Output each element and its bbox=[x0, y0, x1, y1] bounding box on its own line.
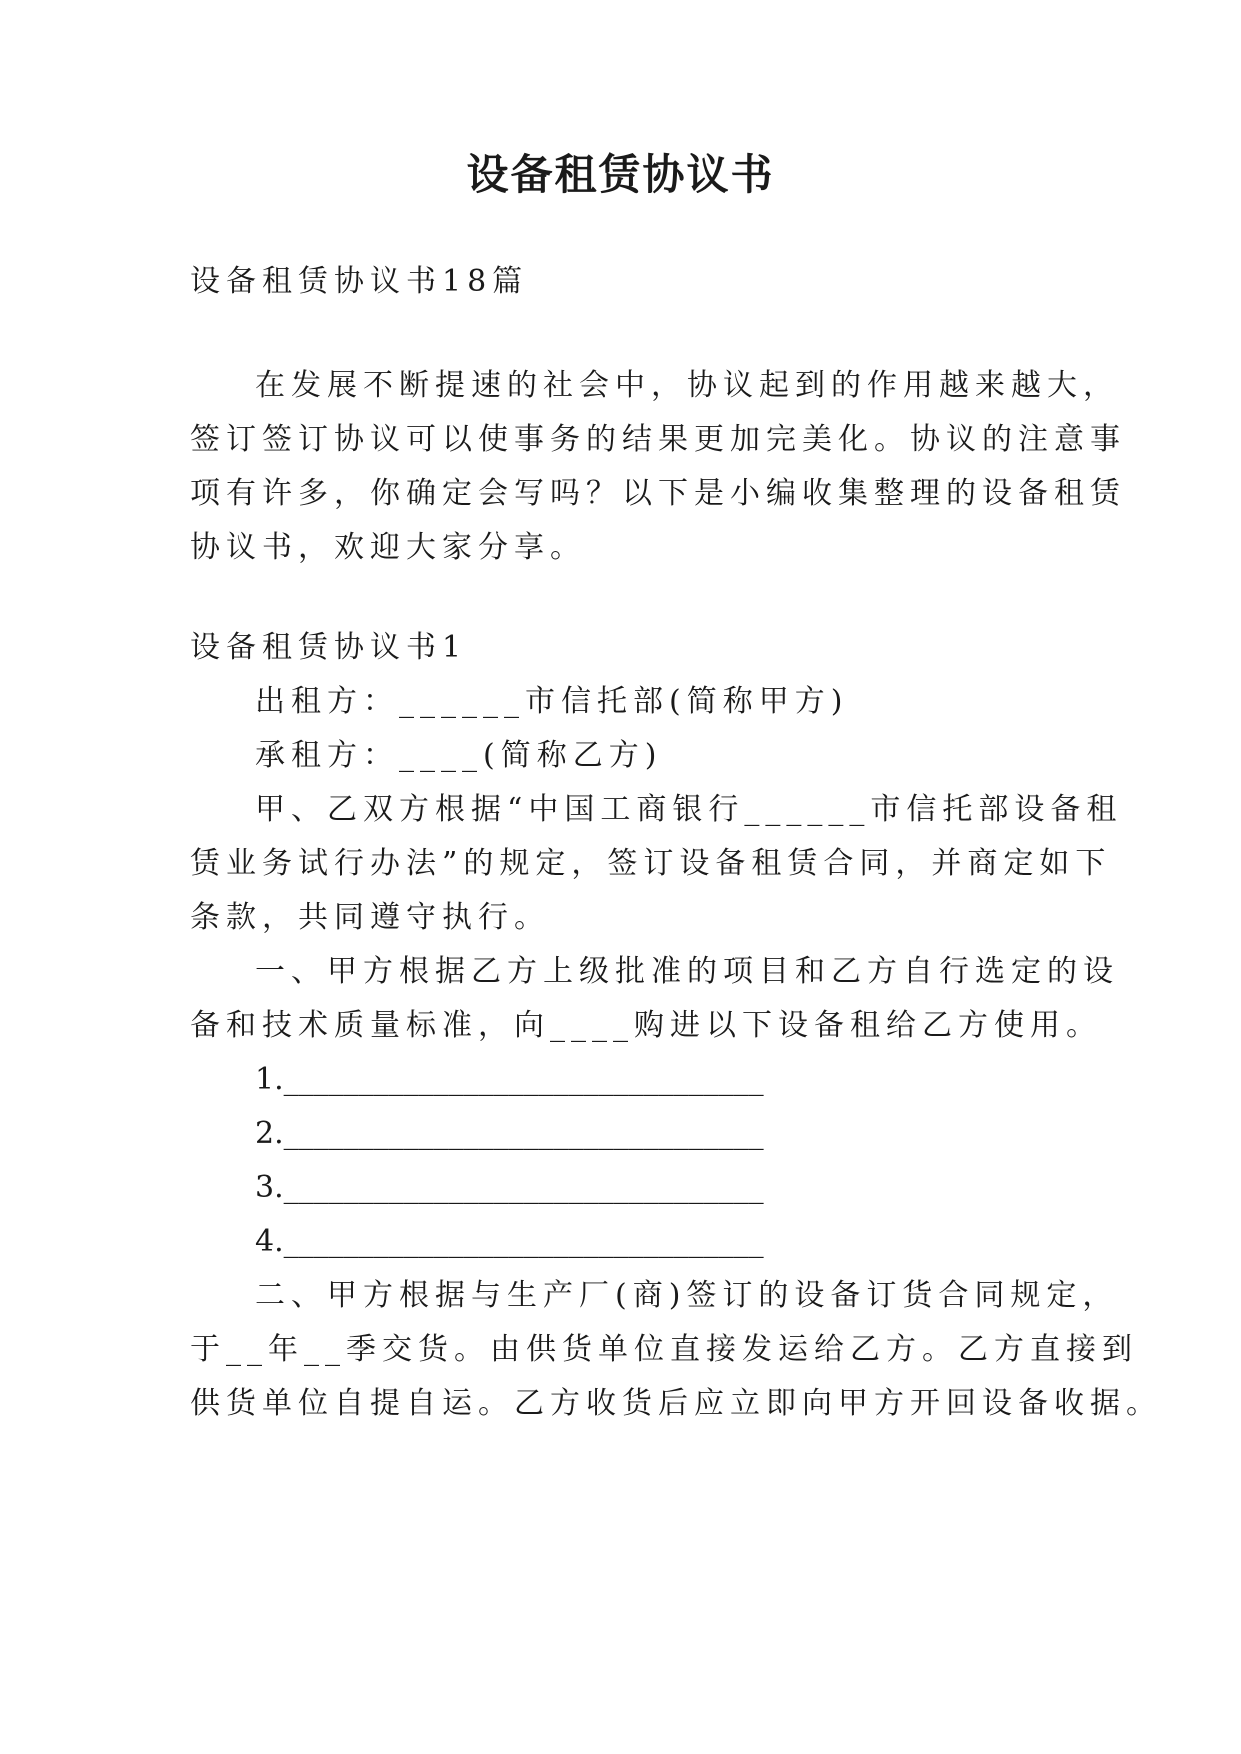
intro-line: 协议书，欢迎大家分享。 bbox=[190, 530, 586, 565]
intro-line: 项有许多，你确定会写吗？以下是小编收集整理的设备租赁 bbox=[190, 476, 1126, 511]
list-item: 4.________________________________ bbox=[255, 1224, 764, 1259]
clause-line: 于__年__季交货。由供货单位直接发运给乙方。乙方直接到 bbox=[190, 1332, 1138, 1367]
paragraph-line: 赁业务试行办法”的规定，签订设备租赁合同，并商定如下 bbox=[190, 846, 1112, 881]
intro-line: 签订签订协议可以使事务的结果更加完美化。协议的注意事 bbox=[190, 422, 1126, 457]
list-item: 2.________________________________ bbox=[255, 1116, 764, 1151]
list-item: 3.________________________________ bbox=[255, 1170, 764, 1205]
lessee-line: 承租方：____(简称乙方) bbox=[255, 738, 663, 773]
intro-line: 在发展不断提速的社会中，协议起到的作用越来越大， bbox=[255, 368, 1119, 403]
clause-line: 一、甲方根据乙方上级批准的项目和乙方自行选定的设 bbox=[255, 954, 1119, 989]
document-subtitle: 设备租赁协议书18篇 bbox=[190, 264, 529, 299]
paragraph-line: 条款，共同遵守执行。 bbox=[190, 900, 550, 935]
document-title: 设备租赁协议书 bbox=[466, 150, 775, 199]
paragraph-line: 甲、乙双方根据“中国工商银行______市信托部设备租 bbox=[255, 792, 1123, 827]
clause-line: 备和技术质量标准，向____购进以下设备租给乙方使用。 bbox=[190, 1008, 1102, 1043]
list-item: 1.________________________________ bbox=[255, 1062, 764, 1097]
section-heading: 设备租赁协议书1 bbox=[190, 630, 468, 665]
clause-line: 二、甲方根据与生产厂(商)签订的设备订货合同规定， bbox=[255, 1278, 1119, 1313]
lessor-line: 出租方：______市信托部(简称甲方) bbox=[255, 684, 849, 719]
clause-line: 供货单位自提自运。乙方收货后应立即向甲方开回设备收据。 bbox=[190, 1386, 1162, 1421]
